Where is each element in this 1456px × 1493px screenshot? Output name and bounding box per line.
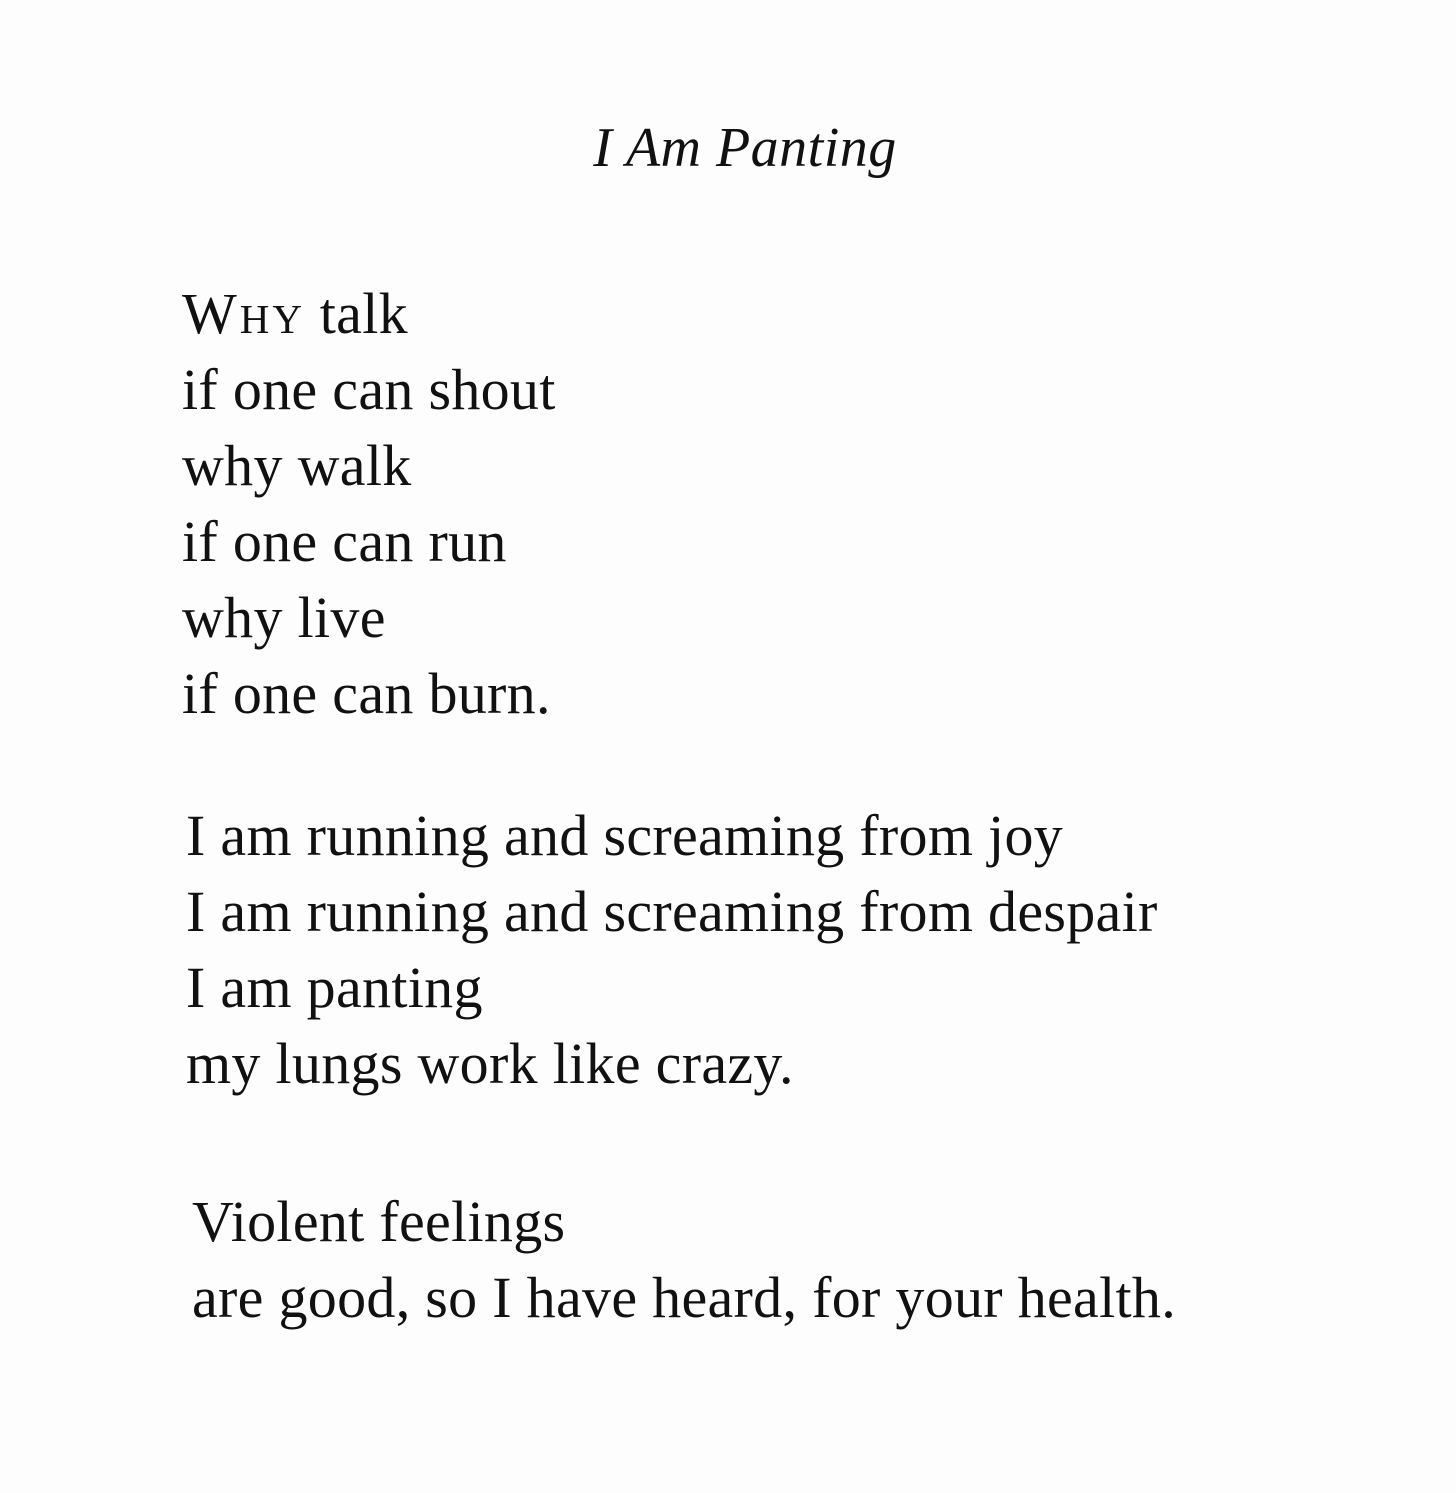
poem-line: Violent feelings: [192, 1189, 566, 1254]
poem-line: if one can run: [182, 509, 507, 574]
stanza-1: [182, 276, 556, 732]
opening-line-rest: talk: [304, 281, 408, 346]
poem-line: why walk: [182, 433, 412, 498]
opening-small-caps-word: Why: [182, 281, 305, 346]
poem-line: I am running and screaming from joy: [186, 803, 1064, 868]
stanza-3: [192, 1184, 1176, 1336]
poem-line: I am running and screaming from despair: [186, 879, 1158, 944]
poem-line: [182, 276, 556, 352]
poem-line: I am panting: [186, 955, 483, 1020]
poem-title: I Am Panting: [593, 117, 897, 179]
poem-line: are good, so I have heard, for your health.: [192, 1265, 1177, 1330]
poem-line: if one can burn.: [182, 661, 551, 726]
poem-line: why live: [182, 585, 386, 650]
poem-line: if one can shout: [182, 357, 556, 422]
poem-line: my lungs work like crazy.: [186, 1031, 794, 1096]
stanza-2: [186, 798, 1158, 1102]
